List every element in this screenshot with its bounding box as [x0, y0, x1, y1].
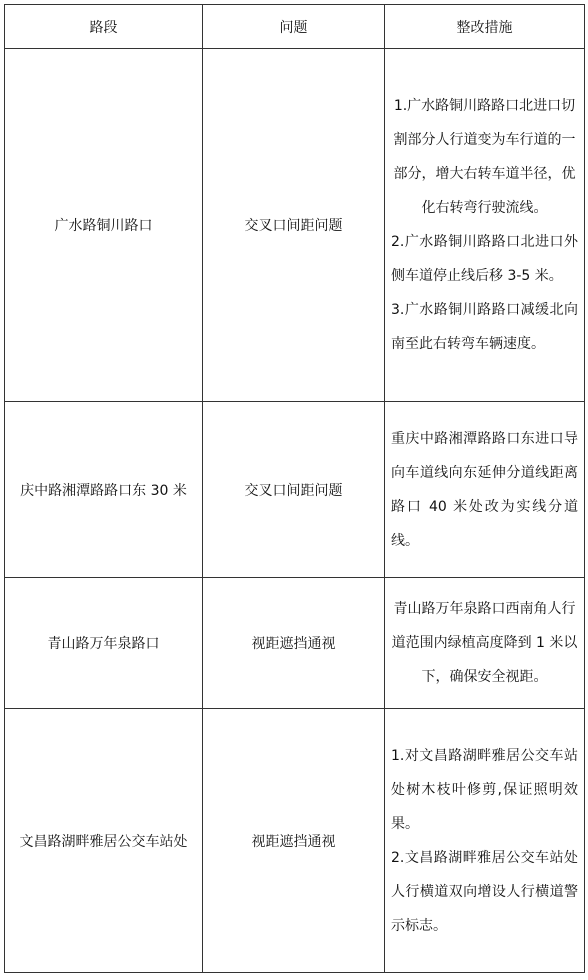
- measure-item: 青山路万年泉路口西南角人行道范围内绿植高度降到 1 米以下，确保安全视距。: [391, 601, 578, 685]
- header-road-section: 路段: [5, 5, 203, 49]
- table-header: [5, 5, 585, 49]
- road-section-cell: 庆中路湘潭路路口东 30 米: [5, 402, 203, 578]
- road-section-cell: 青山路万年泉路口: [5, 578, 203, 709]
- measure-item: 1.对文昌路湖畔雅居公交车站处树木枝叶修剪,保证照明效果。: [391, 747, 578, 832]
- problem-cell: 交叉口间距问题: [203, 402, 385, 578]
- problem-cell: 视距遮挡通视: [203, 709, 385, 973]
- table-row: [5, 709, 585, 973]
- measure-item: 重庆中路湘潭路路口东进口导向车道线向东延伸分道线距离路口 40 米处改为实线分道线。: [391, 430, 578, 549]
- measure-item: 2.文昌路湖畔雅居公交车站处人行横道双向增设人行横道警示标志。: [391, 849, 578, 934]
- measures-cell: [385, 49, 585, 402]
- table-row: [5, 49, 585, 402]
- road-section-cell: 文昌路湖畔雅居公交车站处: [5, 709, 203, 973]
- measure-item: 3.广水路铜川路路口减缓北向南至此右转弯车辆速度。: [391, 302, 578, 352]
- table-row: [5, 578, 585, 709]
- problem-cell: 视距遮挡通视: [203, 578, 385, 709]
- measure-item: 1.广水路铜川路路口北进口切割部分人行道变为车行道的一部分，增大右转车道半径，优化右转弯行驶流线。: [393, 98, 576, 216]
- table-body: [5, 49, 585, 973]
- problem-cell: 交叉口间距问题: [203, 49, 385, 402]
- measure-item: 2.广水路铜川路路口北进口外侧车道停止线后移 3-5 米。: [391, 234, 578, 284]
- measures-cell: [385, 402, 585, 578]
- road-section-cell: 广水路铜川路口: [5, 49, 203, 402]
- header-row: [5, 5, 585, 49]
- table-row: [5, 402, 585, 578]
- header-measures: 整改措施: [385, 5, 585, 49]
- header-problem: 问题: [203, 5, 385, 49]
- rectification-table: [4, 4, 585, 973]
- measures-cell: [385, 709, 585, 973]
- measures-cell: [385, 578, 585, 709]
